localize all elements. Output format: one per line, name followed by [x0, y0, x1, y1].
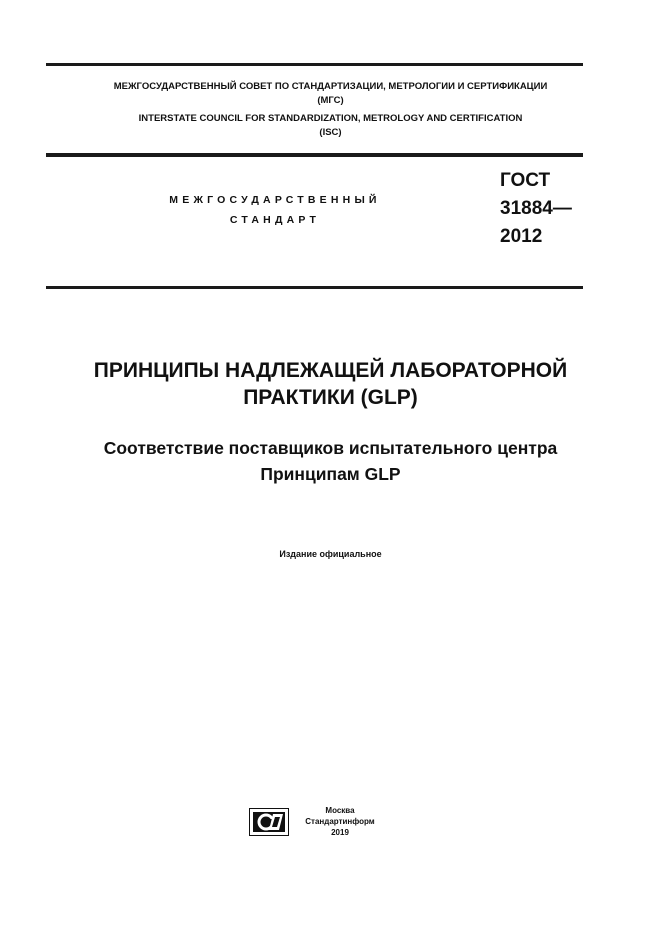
publisher-city: Москва: [325, 806, 355, 815]
document-title-line2: ПРАКТИКИ (GLP): [243, 386, 418, 409]
standard-label-line1: МЕЖГОСУДАРСТВЕННЫЙ: [169, 194, 381, 206]
document-title-line1: ПРИНЦИПЫ НАДЛЕЖАЩЕЙ ЛАБОРАТОРНОЙ: [93, 359, 568, 382]
publisher-name: Стандартинформ: [305, 817, 375, 826]
gost-label: ГОСТ: [500, 170, 551, 191]
council-ru-line1: МЕЖГОСУДАРСТВЕННЫЙ СОВЕТ ПО СТАНДАРТИЗАЦИИ, МЕТРОЛОГИИ И СЕРТИФИКАЦИИ: [113, 81, 548, 92]
council-en-line2: (ISC): [319, 127, 342, 138]
document-subtitle-line1: Соответствие поставщиков испытательного центра: [103, 438, 558, 458]
publisher-year: 2019: [331, 828, 349, 837]
gost-year: 2012: [500, 226, 543, 247]
standartinform-logo-icon: [249, 808, 289, 836]
council-ru-line2: (МГС): [317, 95, 344, 106]
header-rule: [46, 153, 583, 157]
top-rule: [46, 63, 583, 66]
gost-number: 31884—: [500, 198, 572, 219]
designation-rule: [46, 286, 583, 289]
council-en-line1: INTERSTATE COUNCIL FOR STANDARDIZATION, METROLOGY AND CERTIFICATION: [138, 113, 523, 124]
document-subtitle-line2: Принципам GLP: [260, 464, 401, 484]
standard-label-line2: СТАНДАРТ: [229, 214, 321, 226]
edition-note: Издание официальное: [279, 549, 382, 559]
